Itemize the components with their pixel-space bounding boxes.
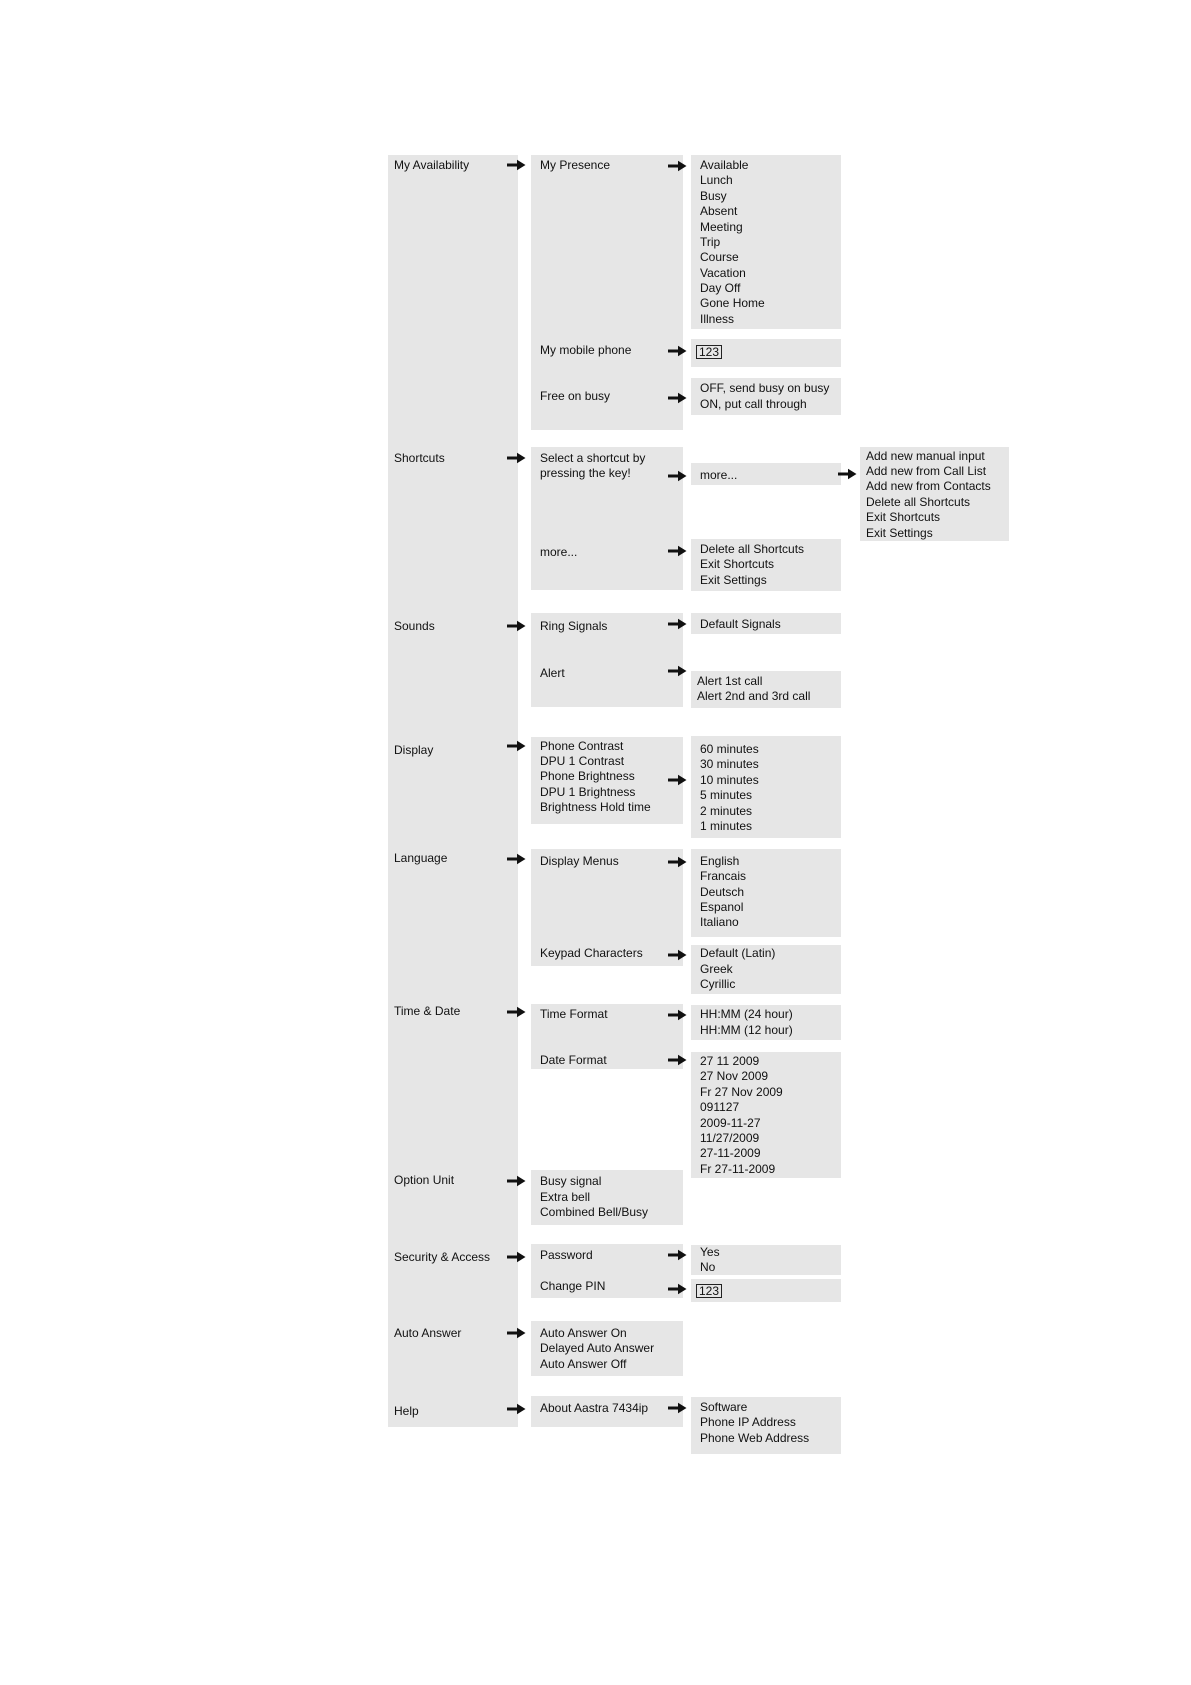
right-arrow-icon: [668, 949, 687, 961]
menu-shortcuts[interactable]: Shortcuts: [394, 451, 445, 465]
password-option[interactable]: Yes: [700, 1245, 720, 1259]
right-arrow-icon: [838, 468, 857, 480]
right-arrow-icon: [668, 1249, 687, 1261]
mobile-number-value: 123: [696, 345, 722, 359]
right-arrow-icon: [507, 1175, 526, 1187]
option-unit-option[interactable]: Busy signal: [540, 1174, 602, 1188]
presence-option[interactable]: Day Off: [700, 281, 741, 295]
date-format-option[interactable]: Fr 27 Nov 2009: [700, 1085, 783, 1099]
option-unit-option[interactable]: Combined Bell/Busy: [540, 1205, 649, 1219]
hold-time-option[interactable]: 5 minutes: [700, 788, 753, 802]
auto-answer-option[interactable]: Delayed Auto Answer: [540, 1341, 655, 1355]
display-item[interactable]: Phone Brightness: [540, 769, 635, 783]
main-menu-column: [388, 155, 518, 1427]
hold-time-option[interactable]: 2 minutes: [700, 804, 753, 818]
presence-option[interactable]: Illness: [700, 312, 735, 326]
shortcuts-more-item[interactable]: more...: [700, 468, 738, 482]
submenu-shortcuts-more[interactable]: more...: [540, 545, 578, 559]
shortcut-instruction-line2: pressing the key!: [540, 466, 631, 480]
shortcuts-more-option[interactable]: Exit Shortcuts: [700, 557, 775, 571]
alert-option[interactable]: Alert 2nd and 3rd call: [697, 689, 811, 703]
shortcut-more-submenu-option[interactable]: Delete all Shortcuts: [866, 495, 971, 509]
free-on-busy-option[interactable]: ON, put call through: [700, 397, 807, 411]
right-arrow-icon: [668, 1009, 687, 1021]
presence-option[interactable]: Course: [700, 250, 739, 264]
pin-entry-field[interactable]: [696, 1284, 722, 1299]
right-arrow-icon: [668, 545, 687, 557]
mobile-phone-number-field[interactable]: [696, 345, 722, 360]
menu-language-option[interactable]: Francais: [700, 869, 747, 883]
about-option[interactable]: Phone IP Address: [700, 1415, 796, 1429]
date-format-option[interactable]: 091127: [700, 1100, 740, 1114]
about-option[interactable]: Software: [700, 1400, 748, 1414]
right-arrow-icon: [507, 1403, 526, 1415]
ring-signal-option[interactable]: Default Signals: [700, 617, 781, 631]
presence-option[interactable]: Busy: [700, 189, 727, 203]
date-format-option[interactable]: 11/27/2009: [700, 1131, 760, 1145]
display-item[interactable]: Phone Contrast: [540, 739, 624, 753]
menu-option-unit[interactable]: Option Unit: [394, 1173, 455, 1187]
right-arrow-icon: [668, 1054, 687, 1066]
shortcut-more-submenu-option[interactable]: Add new manual input: [866, 449, 985, 463]
keypad-option[interactable]: Default (Latin): [700, 946, 776, 960]
right-arrow-icon: [668, 618, 687, 630]
about-option[interactable]: Phone Web Address: [700, 1431, 810, 1445]
right-arrow-icon: [507, 1006, 526, 1018]
menu-language-option[interactable]: English: [700, 854, 740, 868]
submenu-change-pin[interactable]: Change PIN: [540, 1279, 606, 1293]
menu-security-access[interactable]: Security & Access: [394, 1250, 491, 1264]
alert-option[interactable]: Alert 1st call: [697, 674, 763, 688]
right-arrow-icon: [668, 345, 687, 357]
shortcut-more-submenu-option[interactable]: Exit Settings: [866, 526, 933, 540]
menu-language-option[interactable]: Italiano: [700, 915, 739, 929]
menu-language-option[interactable]: Espanol: [700, 900, 744, 914]
menu-sounds[interactable]: Sounds: [394, 619, 435, 633]
display-item[interactable]: DPU 1 Brightness: [540, 785, 636, 799]
hold-time-option[interactable]: 60 minutes: [700, 742, 759, 756]
submenu-about[interactable]: About Aastra 7434ip: [540, 1401, 649, 1415]
submenu-my-mobile-phone[interactable]: My mobile phone: [540, 343, 632, 357]
presence-option[interactable]: Trip: [700, 235, 721, 249]
right-arrow-icon: [668, 160, 687, 172]
time-format-option[interactable]: HH:MM (24 hour): [700, 1007, 793, 1021]
right-arrow-icon: [668, 774, 687, 786]
shortcuts-more-option[interactable]: Delete all Shortcuts: [700, 542, 805, 556]
submenu-ring-signals[interactable]: Ring Signals: [540, 619, 608, 633]
date-format-option[interactable]: 2009-11-27: [700, 1116, 761, 1130]
submenu-time-format[interactable]: Time Format: [540, 1007, 608, 1021]
password-option[interactable]: No: [700, 1260, 716, 1274]
right-arrow-icon: [668, 1402, 687, 1414]
submenu-free-on-busy[interactable]: Free on busy: [540, 389, 611, 403]
presence-option[interactable]: Available: [700, 158, 749, 172]
submenu-password[interactable]: Password: [540, 1248, 593, 1262]
presence-option[interactable]: Meeting: [700, 220, 743, 234]
presence-option[interactable]: Absent: [700, 204, 738, 218]
keypad-option[interactable]: Cyrillic: [700, 977, 736, 991]
shortcut-more-submenu-option[interactable]: Exit Shortcuts: [866, 510, 941, 524]
menu-language[interactable]: Language: [394, 851, 448, 865]
date-format-option[interactable]: 27 Nov 2009: [700, 1069, 769, 1083]
hold-time-option[interactable]: 1 minutes: [700, 819, 753, 833]
date-format-option[interactable]: Fr 27-11-2009: [700, 1162, 776, 1176]
right-arrow-icon: [507, 159, 526, 171]
menu-language-option[interactable]: Deutsch: [700, 885, 745, 899]
shortcuts-more-option[interactable]: Exit Settings: [700, 573, 767, 587]
right-arrow-icon: [507, 452, 526, 464]
date-format-option[interactable]: 27 11 2009: [700, 1054, 760, 1068]
hold-time-option[interactable]: 30 minutes: [700, 757, 759, 771]
menu-auto-answer[interactable]: Auto Answer: [394, 1326, 462, 1340]
submenu-date-format[interactable]: Date Format: [540, 1053, 607, 1067]
right-arrow-icon: [507, 740, 526, 752]
time-format-option[interactable]: HH:MM (12 hour): [700, 1023, 793, 1037]
right-arrow-icon: [507, 1327, 526, 1339]
option-unit-option[interactable]: Extra bell: [540, 1190, 591, 1204]
submenu-display-menus[interactable]: Display Menus: [540, 854, 619, 868]
presence-option[interactable]: Lunch: [700, 173, 733, 187]
right-arrow-icon: [668, 1283, 687, 1295]
menu-display[interactable]: Display: [394, 743, 434, 757]
free-on-busy-option[interactable]: OFF, send busy on busy: [700, 381, 830, 395]
shortcut-more-submenu-option[interactable]: Add new from Contacts: [866, 479, 991, 493]
submenu-keypad-characters[interactable]: Keypad Characters: [540, 946, 643, 960]
shortcut-instruction-line1: Select a shortcut by: [540, 451, 646, 465]
keypad-option[interactable]: Greek: [700, 962, 733, 976]
right-arrow-icon: [668, 665, 687, 677]
hold-time-option[interactable]: 10 minutes: [700, 773, 759, 787]
auto-answer-option[interactable]: Auto Answer Off: [540, 1357, 627, 1371]
menu-help[interactable]: Help: [394, 1404, 419, 1418]
presence-option[interactable]: Gone Home: [700, 296, 765, 310]
shortcut-more-submenu-option[interactable]: Add new from Call List: [866, 464, 987, 478]
right-arrow-icon: [668, 856, 687, 868]
right-arrow-icon: [507, 1251, 526, 1263]
submenu-alert[interactable]: Alert: [540, 666, 565, 680]
display-item[interactable]: Brightness Hold time: [540, 800, 651, 814]
right-arrow-icon: [507, 620, 526, 632]
right-arrow-icon: [507, 853, 526, 865]
menu-time-date[interactable]: Time & Date: [394, 1004, 461, 1018]
pin-value: 123: [696, 1284, 722, 1298]
submenu-my-presence[interactable]: My Presence: [540, 158, 611, 172]
menu-my-availability[interactable]: My Availability: [394, 158, 470, 172]
date-format-option[interactable]: 27-11-2009: [700, 1146, 761, 1160]
presence-option[interactable]: Vacation: [700, 266, 746, 280]
right-arrow-icon: [668, 392, 687, 404]
auto-answer-option[interactable]: Auto Answer On: [540, 1326, 627, 1340]
right-arrow-icon: [668, 470, 687, 482]
display-item[interactable]: DPU 1 Contrast: [540, 754, 625, 768]
